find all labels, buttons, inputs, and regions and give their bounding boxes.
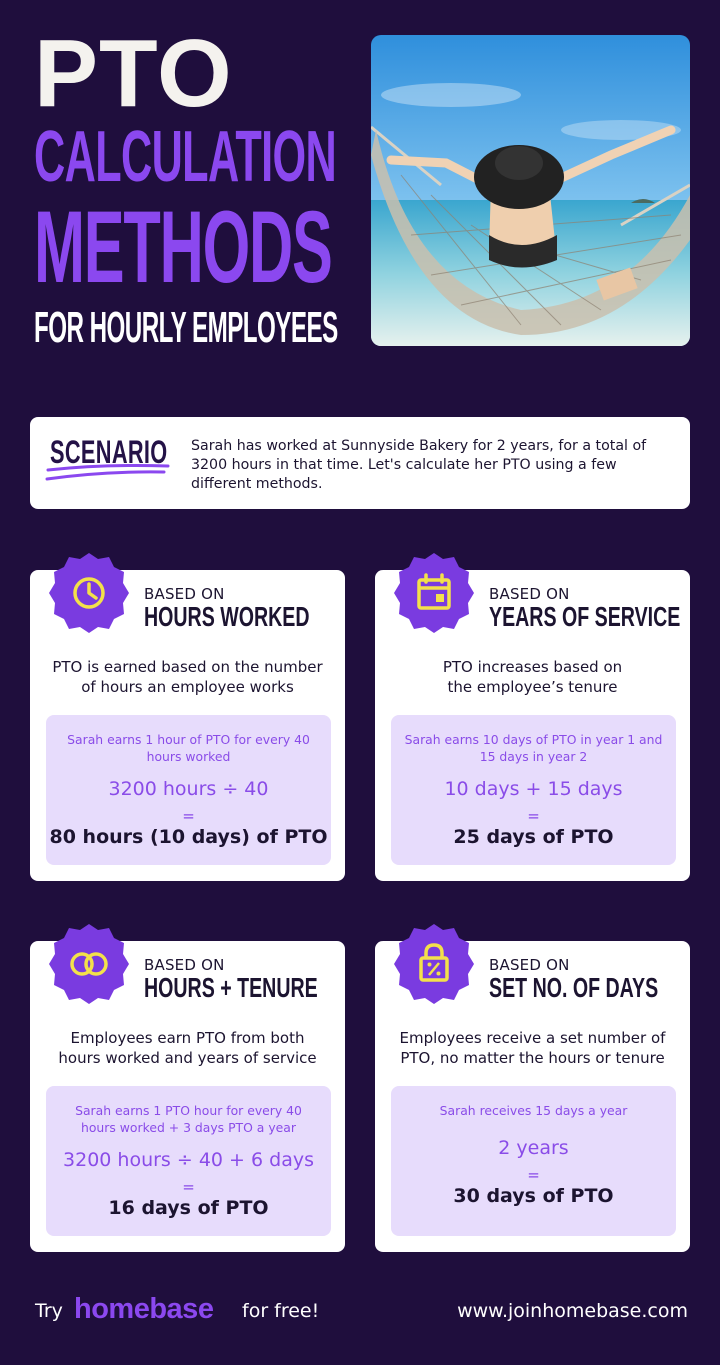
calc-expression: 2 years [498, 1137, 569, 1159]
card-kicker: BASED ON [144, 956, 225, 974]
clock-icon [47, 551, 131, 635]
title-subtitle: FOR HOURLY EMPLOYEES [34, 303, 338, 352]
calc-result: 30 days of PTO [453, 1185, 614, 1207]
calc-equals: = [182, 807, 195, 825]
hero-photo-beach-hammock [371, 35, 690, 346]
calc-result: 25 days of PTO [453, 826, 614, 848]
calc-note: Sarah receives 15 days a year [439, 1103, 628, 1118]
scenario-underline [44, 462, 172, 484]
footer-for-free-text: for free! [242, 1300, 320, 1322]
card-heading: HOURS + TENURE [144, 972, 318, 1003]
title-pto: PTO [34, 20, 233, 127]
scenario-label: SCENARIO [50, 434, 168, 470]
card-heading: HOURS WORKED [144, 601, 310, 632]
homebase-logo[interactable]: homebase [74, 1293, 214, 1325]
calc-expression: 3200 hours ÷ 40 [108, 778, 269, 800]
calc-equals: = [182, 1178, 195, 1196]
calculation-box [46, 715, 331, 865]
calc-result: 16 days of PTO [108, 1197, 269, 1219]
calculation-box [391, 1086, 676, 1236]
calc-expression: 10 days + 15 days [444, 778, 623, 800]
card-description: PTO is earned based on the number of hours an employee works [52, 658, 323, 696]
calculation-box [391, 715, 676, 865]
calc-note: Sarah earns 10 days of PTO in year 1 and 15 days in year 2 [404, 732, 663, 764]
title-calculation: CALCULATION [34, 117, 337, 197]
calendar-icon [392, 551, 476, 635]
calc-note: Sarah earns 1 PTO hour for every 40 hours worked + 3 days PTO a year [75, 1103, 302, 1135]
card-heading: YEARS OF SERVICE [489, 601, 681, 632]
card-kicker: BASED ON [144, 585, 225, 603]
card-kicker: BASED ON [489, 585, 570, 603]
card-description: Employees receive a set number of PTO, no matter the hours or tenure [399, 1029, 666, 1067]
calc-equals: = [527, 807, 540, 825]
calc-equals: = [527, 1166, 540, 1184]
lock-percent-icon [392, 922, 476, 1006]
title-methods: METHODS [34, 190, 332, 304]
calculation-box [46, 1086, 331, 1236]
card-description: Employees earn PTO from both hours worked and years of service [58, 1029, 317, 1067]
calc-result: 80 hours (10 days) of PTO [49, 826, 328, 848]
card-description: PTO increases based on the employee’s tenure [442, 658, 623, 696]
footer-website-link[interactable]: www.joinhomebase.com [457, 1300, 688, 1322]
calc-note: Sarah earns 1 hour of PTO for every 40 hours worked [67, 732, 310, 764]
calc-expression: 3200 hours ÷ 40 + 6 days [63, 1149, 314, 1171]
card-kicker: BASED ON [489, 956, 570, 974]
scenario-text: Sarah has worked at Sunnyside Bakery for 2 years, for a total of 3200 hours in that time. Let's calculate her PTO using a few different methods. [191, 438, 647, 492]
linked-rings-icon [47, 922, 131, 1006]
footer-try-text: Try [35, 1300, 63, 1322]
card-heading: SET NO. OF DAYS [489, 972, 659, 1003]
